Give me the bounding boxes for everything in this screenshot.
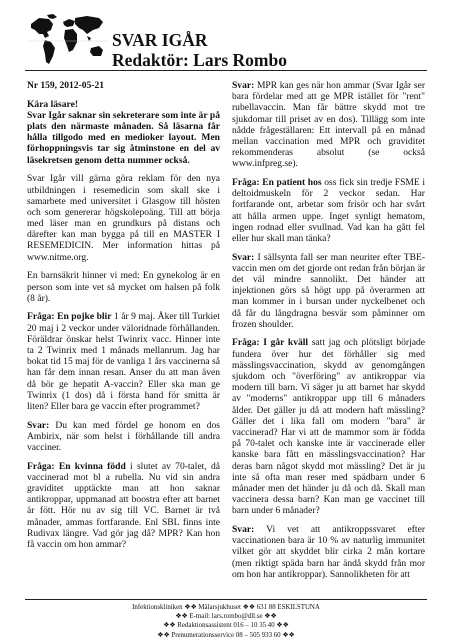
- right-column: [232, 80, 425, 587]
- greeting: Kära läsare!: [27, 98, 78, 110]
- world-map-logo: [27, 12, 107, 70]
- header-rule: [25, 70, 427, 71]
- footer-rule: [25, 599, 427, 600]
- answer-3-label: Svar:: [232, 251, 255, 263]
- question-3-text: oss fick sin tredje FSME i deltoidmuskeln för 2 veckor sedan. Har fortfarande ont, arbetar som frisör och har svårt att hålla armen uppe. Inget synligt hematom, ingen rodnad eller svullnad. Vad kan ha gått fel eller hur skall man tänka?: [232, 177, 426, 244]
- question-1: [27, 311, 220, 412]
- footer: [0, 603, 452, 640]
- answer-3: [232, 252, 425, 330]
- newsletter-title: SVAR IGÅR: [112, 30, 208, 50]
- answer-1: [27, 420, 220, 454]
- left-column: [27, 80, 220, 558]
- question-2: [27, 461, 220, 551]
- answer-4-label: Svar:: [232, 523, 255, 535]
- question-3-label: Fråga: En patient hos: [232, 177, 322, 188]
- question-2-text: i slutet av 70-talet, då vaccinerad mot bl a rubella. Nu vid sin andra graviditet upptäckte man att hon saknar antikroppar, uppmanad att boostra efter att barnet är fött. Hör nu av sig till VC. Barnet är två månader, ammas fortfarande. Enl SBL finns inte Rudivax längre. Vad gör jag då? MPR? Kan hon få vaccin om hon ammar?: [27, 460, 221, 550]
- answer-4-text: Vi vet att antikroppssvaret efter vaccinationen bara är 10 % av naturlig immunitet vilket gör att skyddet blir cirka 2 mån kortare (men riktigt spädа barn har ändå skydd från mor om hon har antikroppar). Sannolikheten för att: [232, 523, 426, 580]
- question-4: [232, 337, 425, 516]
- answer-1-label: Svar:: [27, 419, 50, 431]
- intro-paragraph: Svar Igår saknar sin sekreterare som inte är på plats den närmaste månaden. Så läsarna får hålla tillgodo med en medioker layout. Men förhoppningsvis tar sig åtminstone en del av läsekretsen genom detta nummer också.: [27, 109, 220, 166]
- footer-subscription: ❖❖ Prenumerationsservice 08 – 505 933 60 ❖❖: [157, 631, 295, 639]
- question-2-label: Fråga: En kvinna född: [27, 460, 126, 472]
- question-4-text: satt jag och plötsligt började fundera över hur det förhåller sig med mässlingsvaccination, skydd av genomgången sjukdom och "överföring" av antikroppar via modern till barn. Vi säger ju att barnet har skydd av "moderns" antikroppar upp till 6 månaders ålder. Det gäller ju då att modern haft mässling? Gäller det i lika fall om modern "bara" är vaccinerad? Har vi att de mammor som är födda på 70-talet och kanske inte är vaccinerade eller kanske bara fått en mässlingsvaccination? Har deras barn något skydd mot mässling? Det är ju inte så ofta man reser med spädbarn under 6 månader men det händer ju då och då. Skall man vaccinera dessa barn? Kan man ge vaccinet till barn under 6 månader?: [232, 337, 425, 517]
- answer-1-text: Du kan med fördel ge honom en dos Ambirix, när som helst i förhållande till andra vacciner.: [27, 419, 220, 453]
- question-1-text: 1 år 9 maj. Åker till Turkiet 20 maj i 2 veckor under väloridnade förhållanden. Föräldrar önskar helst Twinrix vacc. Hinner inte ta 2 Twinrix med 1 månads mellanrum. Jag har bokat tid 15 maj för de vanliga 1 års vaccinerna så han får dem innan resan. Anser du att man även då bör ge hepatit A-vaccin? Eller ska man ge Twinrix (1 dos) då i första hand för smitta är liten? Eller bara ge vaccin efter programmet?: [27, 311, 220, 412]
- question-4-label: Fråga: I går kväll: [232, 337, 309, 349]
- question-1-label: Fråga: En pojke blir: [27, 311, 112, 323]
- masthead: [112, 30, 287, 70]
- ad-paragraph: Svar Igår vill gärna göra reklam för den nya utbildningen i resemedicin som skall ske i samarbete med universitet i Glasgow till hösten och som genererar högskolepoäng. Till att börja med läser man en grundkurs på distans och därefter kan man bygga på till en MASTER I RESEMEDICIN. Mer information hittas på www.nitme.org.: [27, 173, 220, 263]
- newsletter-editor: Redaktör: Lars Rombo: [112, 50, 287, 70]
- answer-2-label: Svar:: [232, 80, 255, 91]
- answer-2: [232, 80, 425, 170]
- issue-number: Nr 159, 2012-05-21: [27, 80, 104, 91]
- footer-address: Infektionskliniken ❖❖ Mälarsjukhuset ❖❖ 631 88 ESKILSTUNA: [132, 604, 320, 611]
- answer-3-text: I sällsynta fall ser man neuriter efter TBE-vaccin men om det gjorde ont redan från början är det väl mindre sannolikt. Det händer att injektionen görs så högt upp på överarmen att man kommer in i bursan under nyckelbenet och då får du långdragna besvär som påminner om frozen shoulder.: [232, 251, 425, 330]
- footer-email: ❖❖ E-mail: lars.rombo@dll.se ❖❖: [175, 613, 277, 621]
- answer-4: [232, 524, 425, 580]
- editor-note: En barnsäkrit hinner vi med: En gynekolog är en person som inte vet så mycket om halsen på folk (8 år).: [27, 270, 220, 304]
- footer-assistant: ❖❖ Redaktionsassistent 016 – 10 35 40 ❖❖: [163, 622, 289, 630]
- question-3: [232, 177, 425, 244]
- answer-2-text: MPR kan ges när hon ammar (Svar Igår ser bara fördelar med att ge MPR istället för "rent" rubellavaccin. Man får bättre skydd mot tre sjukdomar till priset av en dos). Tillägg som inte nådde frågeställaren: Ett intervall på en månad mellan vaccination med MPR och graviditet rekommenderas absolut (se också www.infpreg.se).: [232, 80, 426, 170]
